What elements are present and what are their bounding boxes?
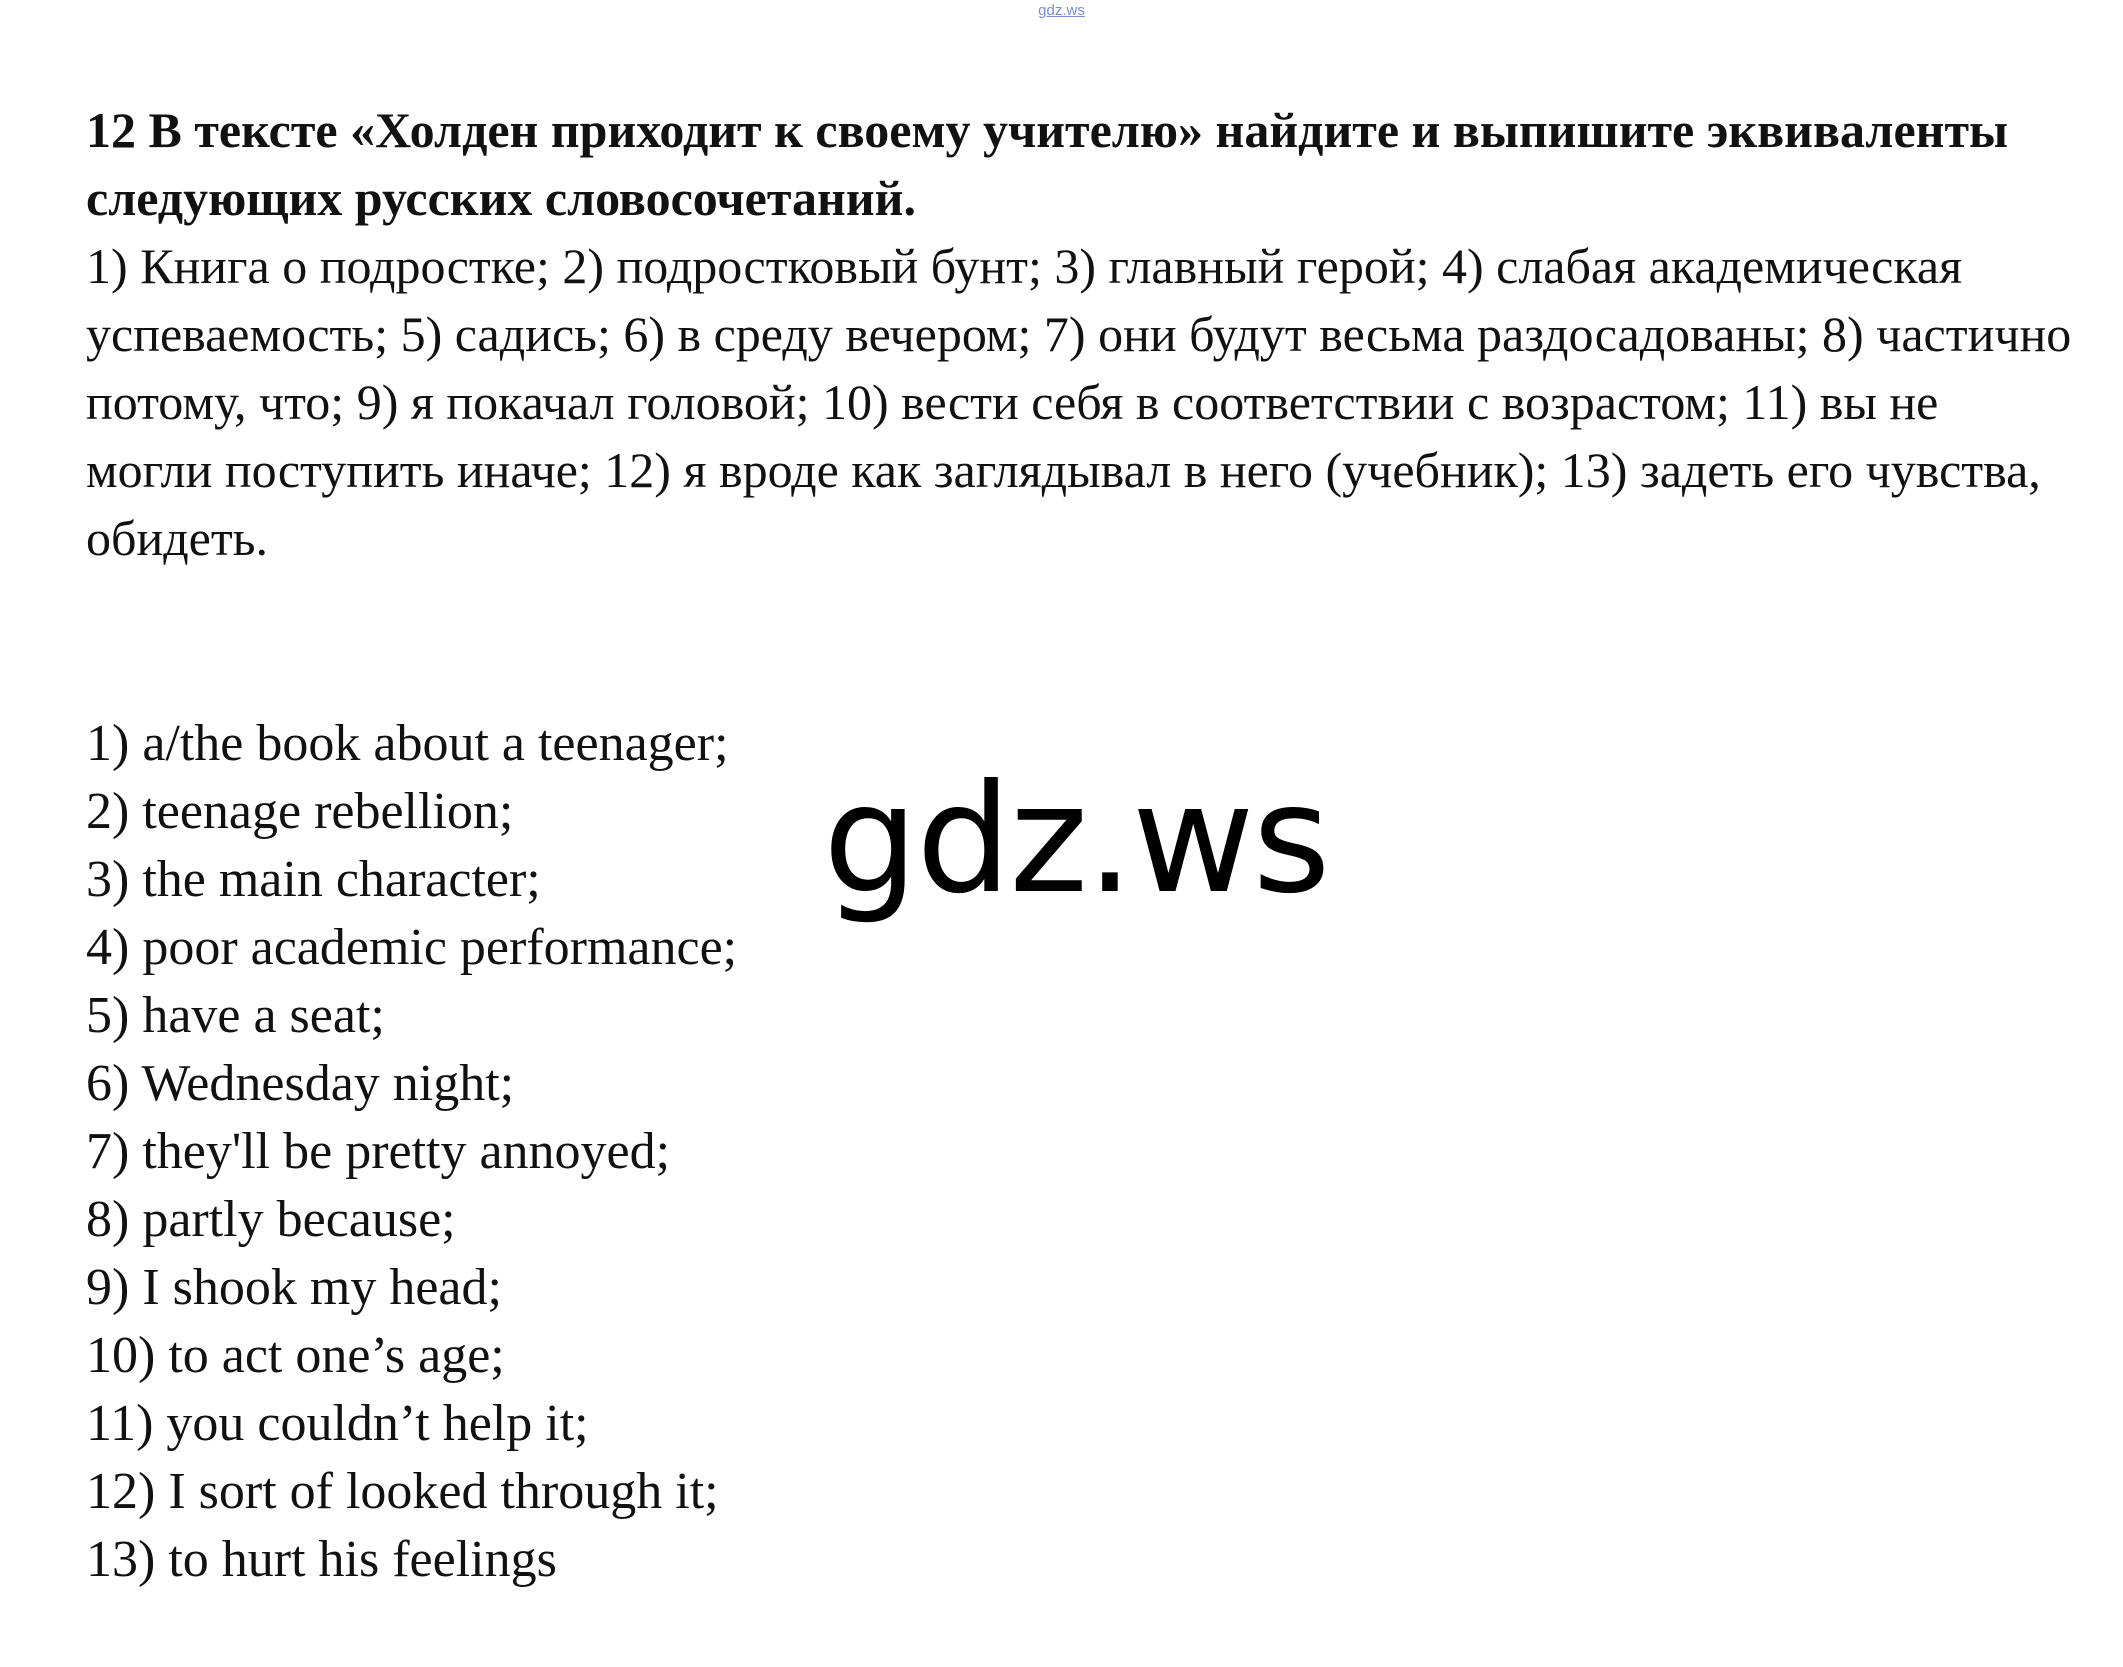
answer-item: 4) poor academic performance; <box>86 919 738 976</box>
answer-item: 10) to act one’s age; <box>86 1327 505 1384</box>
answer-item: 5) have a seat; <box>86 987 385 1044</box>
task-body: 1) Книга о подростке; 2) подростковый бунт; 3) главный герой; 4) слабая академическая успеваемость; 5) садись; 6) в среду вечером; 7) они будут весьма раздосадованы; 8) частично потому, что; 9) я покачал головой; 10) вести себя в соответствии с возрастом; 11) вы не могли поступить иначе; 12) я вроде как заглядывал в него (учебник); 13) задеть его чувства, обидеть. <box>86 238 2072 566</box>
answer-item: 6) Wednesday night; <box>86 1055 515 1112</box>
answer-item: 3) the main character; <box>86 851 541 908</box>
task-section <box>86 96 2076 572</box>
answer-item: 11) you couldn’t help it; <box>86 1395 589 1452</box>
answers-list <box>86 710 737 1594</box>
answer-item: 9) I shook my head; <box>86 1259 502 1316</box>
answer-item: 8) partly because; <box>86 1191 456 1248</box>
site-link[interactable]: gdz.ws <box>1038 2 1085 19</box>
task-title: 12 В тексте «Холден приходит к своему учителю» найдите и выпишите эквиваленты следующих русских словосочетаний. <box>86 102 2009 226</box>
answer-item: 2) teenage rebellion; <box>86 783 514 840</box>
answer-item: 7) they'll be pretty annoyed; <box>86 1123 671 1180</box>
answer-item: 13) to hurt his feelings <box>86 1531 557 1588</box>
watermark-logo: gdz.ws <box>823 753 1329 927</box>
answer-item: 12) I sort of looked through it; <box>86 1463 719 1520</box>
answer-item: 1) a/the book about a teenager; <box>86 715 729 772</box>
